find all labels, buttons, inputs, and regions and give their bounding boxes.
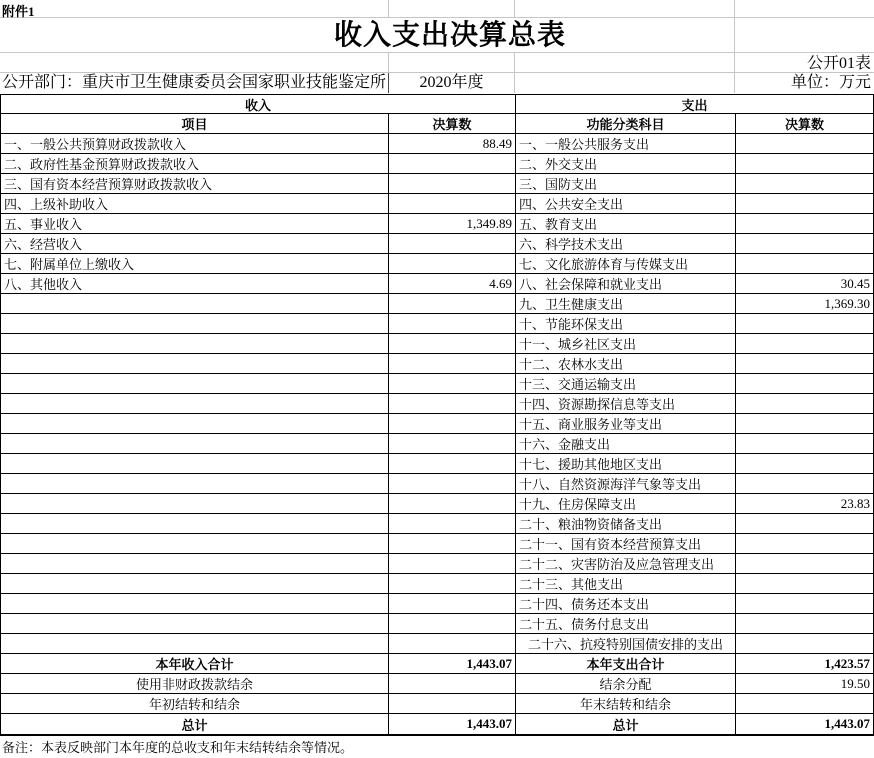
expense-item-cell: 十六、金融支出 <box>516 434 736 454</box>
gridline <box>734 18 735 52</box>
table-row <box>1 554 873 574</box>
expense-amount-cell <box>736 314 873 334</box>
section-header-row <box>1 95 873 114</box>
table-row <box>1 174 873 194</box>
expense-amount-cell <box>736 154 873 174</box>
summary-income-label: 使用非财政拨款结余 <box>1 674 389 694</box>
table-row <box>1 634 873 654</box>
income-amount-cell <box>389 474 516 494</box>
expense-amount-cell: 30.45 <box>736 274 873 294</box>
attachment-row <box>0 0 874 18</box>
summary-income-amount: 1,443.07 <box>389 714 516 734</box>
expense-amount-cell <box>736 534 873 554</box>
table-row <box>1 294 873 314</box>
income-item-cell <box>1 534 389 554</box>
summary-row <box>1 714 873 734</box>
expense-amount-cell <box>736 214 873 234</box>
gridline <box>734 0 735 17</box>
expense-amount-cell <box>736 514 873 534</box>
expense-item-cell: 六、科学技术支出 <box>516 234 736 254</box>
table-row <box>1 154 873 174</box>
expense-item-cell: 十五、商业服务业等支出 <box>516 414 736 434</box>
income-item-cell <box>1 614 389 634</box>
summary-expense-amount: 1,423.57 <box>736 654 873 674</box>
expense-amount-cell <box>736 634 873 654</box>
expense-amount-cell <box>736 454 873 474</box>
income-item-cell <box>1 634 389 654</box>
expense-item-cell: 二、外交支出 <box>516 154 736 174</box>
expense-item-cell: 十九、住房保障支出 <box>516 494 736 514</box>
expense-item-cell: 二十三、其他支出 <box>516 574 736 594</box>
expense-item-cell: 十四、资源勘探信息等支出 <box>516 394 736 414</box>
summary-income-amount <box>389 694 516 714</box>
income-item-cell: 四、上级补助收入 <box>1 194 389 214</box>
expense-item-cell: 二十、粮油物资储备支出 <box>516 514 736 534</box>
expense-amount-cell <box>736 614 873 634</box>
department-label: 公开部门：重庆市卫生健康委员会国家职业技能鉴定所 <box>2 74 387 91</box>
expense-item-cell: 十三、交通运输支出 <box>516 374 736 394</box>
income-item-cell <box>1 314 389 334</box>
expense-amount-cell <box>736 174 873 194</box>
gridline <box>514 0 515 17</box>
income-amount-cell <box>389 394 516 414</box>
income-item-cell <box>1 494 389 514</box>
income-amount-cell <box>389 494 516 514</box>
summary-income-label: 年初结转和结余 <box>1 694 389 714</box>
income-amount-cell <box>389 194 516 214</box>
income-amount-cell <box>389 614 516 634</box>
expense-item-cell: 八、社会保障和就业支出 <box>516 274 736 294</box>
department-row <box>0 73 874 93</box>
income-expense-table <box>0 94 874 736</box>
expense-item-cell: 七、文化旅游体育与传媒支出 <box>516 254 736 274</box>
table-row <box>1 374 873 394</box>
expense-amount-cell <box>736 374 873 394</box>
expense-item-cell: 二十六、抗疫特别国债安排的支出 <box>516 634 736 654</box>
income-item-cell <box>1 414 389 434</box>
page-title: 收入支出决算总表 <box>333 20 566 51</box>
income-amount-cell <box>389 254 516 274</box>
summary-expense-label: 结余分配 <box>516 674 736 694</box>
table-row <box>1 354 873 374</box>
expense-item-cell: 十七、援助其他地区支出 <box>516 454 736 474</box>
income-item-cell: 三、国有资本经营预算财政拨款收入 <box>1 174 389 194</box>
summary-income-amount: 1,443.07 <box>389 654 516 674</box>
expense-amount-cell <box>736 394 873 414</box>
expense-amount-cell <box>736 194 873 214</box>
income-amount-cell <box>389 454 516 474</box>
col-header-amount-2: 决算数 <box>736 114 873 134</box>
table-row <box>1 534 873 554</box>
attachment-label: 附件1 <box>2 4 35 19</box>
income-amount-cell: 88.49 <box>389 134 516 154</box>
summary-rows <box>1 654 873 734</box>
summary-income-amount <box>389 674 516 694</box>
summary-expense-label: 总计 <box>516 714 736 734</box>
table-row <box>1 494 873 514</box>
income-amount-cell <box>389 374 516 394</box>
income-item-cell: 六、经营收入 <box>1 234 389 254</box>
expense-item-cell: 二十五、债务付息支出 <box>516 614 736 634</box>
expense-amount-cell <box>736 354 873 374</box>
expense-item-cell: 九、卫生健康支出 <box>516 294 736 314</box>
gridline <box>388 53 389 72</box>
income-item-cell <box>1 514 389 534</box>
gridline <box>734 73 735 93</box>
expense-amount-cell: 1,369.30 <box>736 294 873 314</box>
income-item-cell: 二、政府性基金预算财政拨款收入 <box>1 154 389 174</box>
table-row <box>1 474 873 494</box>
gridline <box>388 73 389 93</box>
income-amount-cell <box>389 354 516 374</box>
income-item-cell <box>1 454 389 474</box>
income-amount-cell: 4.69 <box>389 274 516 294</box>
expense-amount-cell <box>736 334 873 354</box>
summary-expense-amount: 1,443.07 <box>824 716 870 731</box>
income-item-cell <box>1 394 389 414</box>
expense-item-cell: 十、节能环保支出 <box>516 314 736 334</box>
expense-item-cell: 二十四、债务还本支出 <box>516 594 736 614</box>
income-item-cell <box>1 334 389 354</box>
income-item-cell <box>1 354 389 374</box>
income-item-cell <box>1 294 389 314</box>
income-item-cell <box>1 574 389 594</box>
income-amount-cell <box>389 634 516 654</box>
income-amount-cell <box>389 554 516 574</box>
table-row <box>1 214 873 234</box>
income-item-cell <box>1 434 389 454</box>
note-text: 备注：本表反映部门本年度的总收支和年末结转结余等情况。 <box>2 740 354 755</box>
expense-amount-cell <box>736 134 873 154</box>
data-rows <box>1 134 873 654</box>
expense-item-cell: 二十一、国有资本经营预算支出 <box>516 534 736 554</box>
income-section-header: 收入 <box>1 95 516 114</box>
expense-section-header: 支出 <box>516 95 873 114</box>
income-item-cell <box>1 474 389 494</box>
col-header-item: 项目 <box>1 114 389 134</box>
gridline <box>388 0 389 17</box>
gridline <box>734 53 735 72</box>
income-item-cell <box>1 594 389 614</box>
expense-item-cell: 四、公共安全支出 <box>516 194 736 214</box>
income-item-cell: 八、其他收入 <box>1 274 389 294</box>
summary-expense-amount <box>736 694 873 714</box>
income-item-cell: 五、事业收入 <box>1 214 389 234</box>
income-amount-cell <box>389 514 516 534</box>
income-amount-cell <box>389 334 516 354</box>
expense-item-cell: 三、国防支出 <box>516 174 736 194</box>
table-code: 公开01表 <box>806 55 871 72</box>
income-amount-cell <box>389 234 516 254</box>
col-header-function: 功能分类科目 <box>516 114 736 134</box>
summary-expense-label: 本年支出合计 <box>516 654 736 674</box>
expense-item-cell: 十一、城乡社区支出 <box>516 334 736 354</box>
summary-income-label: 总计 <box>1 714 389 734</box>
title-row <box>0 18 874 53</box>
expense-amount-cell <box>736 434 873 454</box>
table-row <box>1 254 873 274</box>
income-item-cell <box>1 374 389 394</box>
expense-item-cell: 二十二、灾害防治及应急管理支出 <box>516 554 736 574</box>
table-row <box>1 434 873 454</box>
table-row <box>1 274 873 294</box>
summary-expense-amount: 19.50 <box>736 674 873 694</box>
table-row <box>1 334 873 354</box>
expense-amount-cell <box>736 594 873 614</box>
income-amount-cell <box>389 434 516 454</box>
expense-amount-cell <box>736 254 873 274</box>
expense-amount-cell <box>736 234 873 254</box>
summary-row <box>1 654 873 674</box>
gridline <box>514 73 515 93</box>
table-row <box>1 414 873 434</box>
table-row <box>1 514 873 534</box>
summary-row <box>1 674 873 694</box>
table-row <box>1 134 873 154</box>
income-amount-cell: 1,349.89 <box>389 214 516 234</box>
expense-amount-cell <box>736 554 873 574</box>
expense-item-cell: 一、一般公共服务支出 <box>516 134 736 154</box>
table-row <box>1 454 873 474</box>
income-amount-cell <box>389 314 516 334</box>
expense-amount-cell <box>736 574 873 594</box>
expense-amount-cell <box>736 474 873 494</box>
table-row <box>1 614 873 634</box>
income-item-cell: 七、附属单位上缴收入 <box>1 254 389 274</box>
income-item-cell: 一、一般公共预算财政拨款收入 <box>1 134 389 154</box>
table-row <box>1 574 873 594</box>
expense-item-cell: 五、教育支出 <box>516 214 736 234</box>
gridline <box>514 53 515 72</box>
column-header-row <box>1 114 873 134</box>
expense-amount-cell <box>736 414 873 434</box>
summary-income-label: 本年收入合计 <box>1 654 389 674</box>
income-amount-cell <box>389 294 516 314</box>
table-row <box>1 594 873 614</box>
income-amount-cell <box>389 574 516 594</box>
expense-item-cell: 十二、农林水支出 <box>516 354 736 374</box>
expense-item-cell: 十八、自然资源海洋气象等支出 <box>516 474 736 494</box>
unit-label: 单位：万元 <box>790 74 871 91</box>
income-amount-cell <box>389 414 516 434</box>
table-row <box>1 194 873 214</box>
income-item-cell <box>1 554 389 574</box>
income-amount-cell <box>389 174 516 194</box>
income-amount-cell <box>389 534 516 554</box>
summary-row <box>1 694 873 714</box>
col-header-amount: 决算数 <box>389 114 516 134</box>
table-row <box>1 314 873 334</box>
table-code-row <box>0 53 874 73</box>
income-amount-cell <box>389 594 516 614</box>
table-row <box>1 234 873 254</box>
table-row <box>1 394 873 414</box>
year-label: 2020年度 <box>419 74 484 91</box>
income-amount-cell <box>389 154 516 174</box>
expense-amount-cell: 23.83 <box>736 494 873 514</box>
summary-expense-label: 年末结转和结余 <box>516 694 736 714</box>
